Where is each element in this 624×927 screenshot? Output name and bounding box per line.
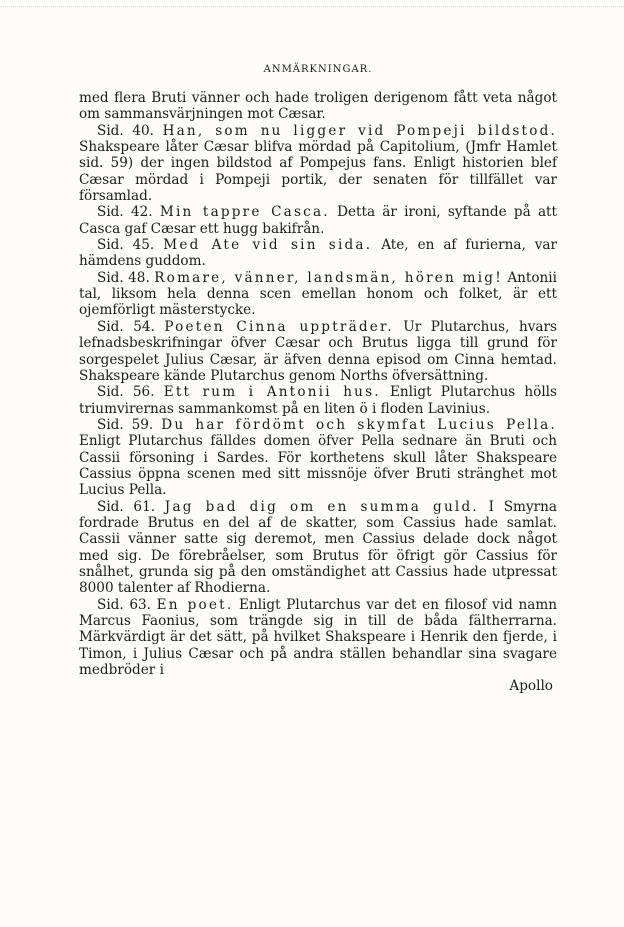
paragraph-text: Detta är ironi, syftande på att Casca gaf Cæsar ett hugg bakifrån. <box>79 204 557 237</box>
quoted-phrase: Du har fördömt och skymfat Lucius Pella. <box>161 416 558 433</box>
catchword: Apollo <box>509 678 553 695</box>
quoted-phrase: Poeten Cinna uppträder. <box>164 318 394 335</box>
paragraph <box>79 270 557 319</box>
quoted-phrase: Ett rum i Antonii hus. <box>163 384 381 401</box>
paragraph <box>79 417 557 499</box>
quoted-phrase: En poet. <box>156 596 234 613</box>
paragraph <box>79 499 557 597</box>
paragraph <box>79 237 557 270</box>
page-ref: Sid. 45. <box>97 237 155 254</box>
paragraph-text: I Smyrna fordrade Brutus en del af de skatter, som Cassius hade samlat. Cassii vänner satte sig deremot, men Cassius delade dock något med sig. De förebråelser, som Brutus för öfrigt gör Cassius för snålhet, grunda sig på den omständighet att Cassius hade utpressat 8000 talenter af Rhodierna. <box>79 498 557 597</box>
paragraph-text: Enligt Plutarchus fälldes domen öfver Pella sednare än Bruti och Cassii försoning i Sardes. För korthetens skull låter Shakspeare Cassius öppna scenen med sitt missnöje öfver Bruti stränghet mot Lucius Pella. <box>79 433 557 499</box>
paragraph-text: Shakspeare låter Cæsar blifva mördad på Capitolium, (Jmfr Hamlet sid. 59) der ingen bildstod af Pompejus fans. Enligt historien blef Cæsar mördad i Pompeji portik, der senaten för tillfället var församlad. <box>79 139 557 205</box>
paragraph-text: med flera Bruti vänner och hade troligen derigenom fått veta något om sammansvärjningen mot Cæsar. <box>79 90 557 123</box>
paragraph <box>79 204 557 237</box>
top-edge-rule <box>0 6 624 7</box>
running-header: ANMÄRKNINGAR. <box>263 64 373 75</box>
body-text <box>79 90 557 678</box>
paragraph-text: Ur Plutarchus, hvars lefnadsbeskrifningar öfver Cæsar och Brutus ligga till grund för sorgespelet Julius Cæsar, är äfven denna episod om Cinna hemtad. Shakspeare kände Plutarchus genom Norths öfversättning. <box>79 318 558 384</box>
page-ref: Sid. 48. <box>97 269 150 286</box>
page-ref: Sid. 59. <box>97 416 154 433</box>
quoted-phrase: Med Ate vid sin sida. <box>163 237 373 254</box>
page-ref: Sid. 54. <box>97 318 155 335</box>
paragraph-text: Ate, en af furierna, var hämdens guddom. <box>79 237 558 270</box>
page-ref: Sid. 63. <box>97 596 151 613</box>
page-ref: Sid. 42. <box>97 204 153 221</box>
paragraph <box>79 90 557 123</box>
quoted-phrase: Min tappre Casca. <box>159 204 330 221</box>
paragraph <box>79 597 557 679</box>
quoted-phrase: Han, som nu ligger vid Pompeji bildstod. <box>162 122 557 139</box>
page-ref: Sid. 40. <box>97 122 154 139</box>
paragraph-text: Antonii tal, liksom hela denna scen emellan honom och folket, är ett ojemförligt mästerstycke. <box>79 269 557 319</box>
quoted-phrase: Romare, vänner, landsmän, hören mig! <box>154 269 503 286</box>
quoted-phrase: Jag bad dig om en summa guld. <box>164 498 479 515</box>
paragraph-text: Enligt Plutarchus hölls triumvirernas sammankomst på en liten ö i floden Lavinius. <box>79 384 557 417</box>
paragraph-text: Enligt Plutarchus var det en filosof vid namn Marcus Faonius, som trängde sig in till de båda fältherrarna. Märkvärdigt är det sätt, på hvilket Shakspeare i Henrik den fjerde, i Timon, i Julius Cæsar och på andra ställen behandlar sina svagare medbröder i <box>79 596 557 679</box>
paragraph <box>79 319 557 384</box>
page <box>79 64 557 695</box>
paragraph <box>79 384 557 417</box>
paragraph <box>79 123 557 205</box>
page-ref: Sid. 61. <box>97 498 156 515</box>
page-ref: Sid. 56. <box>97 384 155 401</box>
